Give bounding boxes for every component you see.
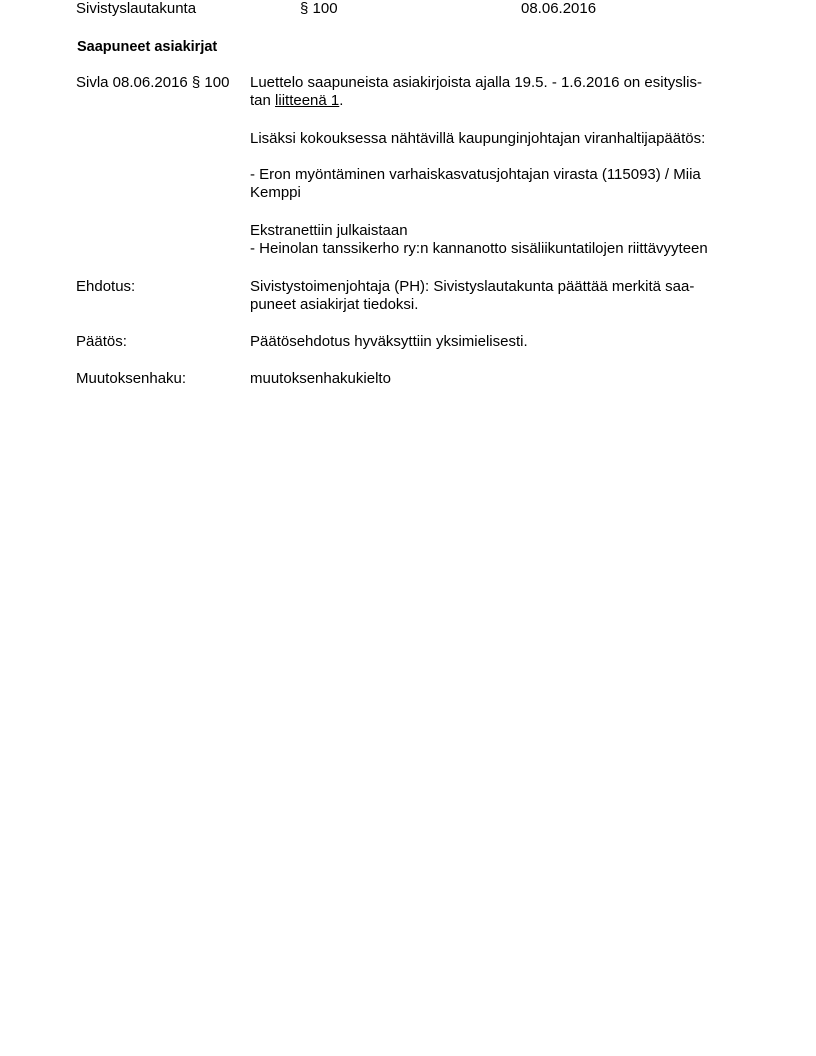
additional-paragraph (250, 130, 750, 148)
proposal-line-1: Sivistystoimenjohtaja (PH): Sivistyslautakunta päättää merkitä saa- (250, 278, 695, 295)
proposal-paragraph (250, 278, 750, 314)
appeal-label: Muutoksenhaku: (76, 370, 187, 387)
page-title: Saapuneet asiakirjat (77, 39, 218, 55)
appeal-text: muutoksenhakukielto (250, 370, 391, 387)
intro-line-2 (250, 92, 750, 110)
appeal-paragraph (250, 370, 750, 388)
decision-label: Päätös: (76, 333, 127, 350)
additional-text: Lisäksi kokouksessa nähtävillä kaupunginjohtajan viranhaltijapäätös: (250, 130, 706, 147)
extranet-item: - Heinolan tanssikerho ry:n kannanotto sisäliikuntatilojen riittävyyteen (250, 240, 708, 257)
intro-line-1: Luettelo saapuneista asiakirjoista ajalla 19.5. - 1.6.2016 on esityslis- (250, 74, 702, 91)
header-board: Sivistyslautakunta (76, 0, 197, 17)
decision-paragraph (250, 333, 750, 351)
intro-prefix: tan (250, 92, 276, 109)
extranet-paragraph (250, 222, 750, 258)
header-section: § 100 (300, 0, 338, 17)
reference-label: Sivla 08.06.2016 § 100 (76, 74, 230, 91)
header-date: 08.06.2016 (521, 0, 597, 17)
intro-paragraph (250, 74, 750, 110)
attachment-link[interactable]: liitteenä 1 (275, 92, 340, 109)
extranet-heading: Ekstranettiin julkaistaan (250, 222, 408, 239)
proposal-line-2: puneet asiakirjat tiedoksi. (250, 296, 419, 313)
decision-item-paragraph (250, 166, 750, 202)
intro-suffix: . (339, 92, 344, 109)
decision-item-line-2: Kemppi (250, 184, 301, 201)
proposal-label: Ehdotus: (76, 278, 136, 295)
decision-item-line-1: - Eron myöntäminen varhaiskasvatusjohtajan virasta (115093) / Miia (250, 166, 701, 183)
decision-text: Päätösehdotus hyväksyttiin yksimielisesti. (250, 333, 528, 350)
